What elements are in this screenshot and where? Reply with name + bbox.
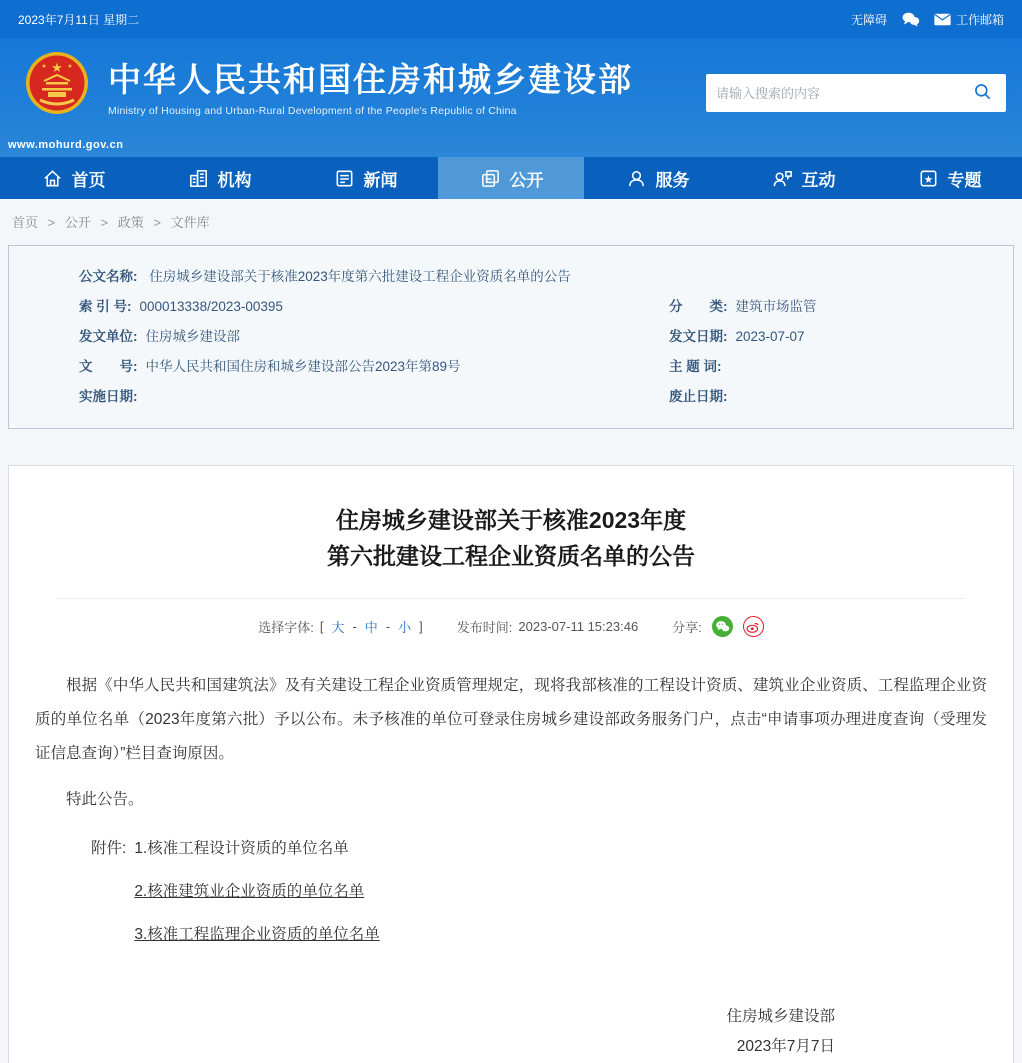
nav-item-home[interactable]: 首页 — [0, 157, 146, 199]
search-button[interactable] — [970, 80, 996, 106]
publish-time: 2023-07-11 15:23:46 — [518, 619, 639, 634]
disclosure-icon — [479, 167, 502, 190]
building-icon — [187, 167, 210, 190]
nav-item-disclosure[interactable]: 公开 — [438, 157, 584, 199]
font-selector-label: 选择字体: — [258, 620, 314, 635]
meta-category: 分 类: 建筑市场监管 — [669, 299, 817, 314]
breadcrumb-home[interactable]: 首页 — [12, 215, 39, 230]
svg-text:★: ★ — [67, 64, 73, 70]
attachments-label: 附件: — [91, 840, 127, 857]
breadcrumb-library[interactable]: 文件库 — [170, 215, 210, 230]
meta-implementation-date: 实施日期: — [79, 389, 138, 404]
font-size-medium[interactable]: 中 — [364, 620, 378, 635]
nav-item-orgs[interactable]: 机构 — [146, 157, 292, 199]
signature-date: 2023年7月7日 — [736, 1038, 835, 1055]
meta-abolition-date: 废止日期: — [669, 389, 728, 404]
search-box — [706, 74, 1006, 112]
work-mailbox-link[interactable]: 工作邮箱 — [934, 11, 1004, 28]
site-url: www.mohurd.gov.cn — [8, 139, 124, 151]
meta-doc-name: 公文名称: 住房城乡建设部关于核准2023年度第六批建设工程企业资质名单的公告 — [79, 269, 571, 284]
attachment-link-2[interactable]: 2.核准建筑业企业资质的单位名单 — [134, 883, 365, 900]
site-header — [0, 38, 1022, 157]
breadcrumb-disclosure[interactable]: 公开 — [64, 215, 91, 230]
breadcrumb: 首页 > 公开 > 政策 > 文件库 — [12, 215, 210, 230]
article-body — [35, 669, 987, 817]
article-card — [8, 465, 1014, 1063]
top-bar — [0, 0, 1022, 38]
share-label: 分享: — [672, 620, 702, 635]
news-icon — [333, 167, 356, 190]
svg-text:★: ★ — [41, 64, 47, 70]
attachments-section — [91, 827, 987, 956]
wechat-share-icon[interactable] — [712, 616, 733, 637]
font-size-large[interactable]: 大 — [331, 620, 345, 635]
envelope-icon — [934, 13, 951, 26]
article-meta-bar: 选择字体: [ 大 - 中 - 小 ] 发布时间: 2023-07-11 15:23:46 分享: — [57, 598, 965, 637]
body-paragraph-1: 根据《中华人民共和国建筑法》及有关建设工程企业资质管理规定，现将我部核准的工程设计资质、建筑业企业资质、工程监理企业资质的单位名单（2023年度第六批）予以公布。未予核准的单位可登录住房城乡建设部政务服务门户，点击“申请事项办理进度查询（受理发证信息查询）”栏目查询原因。 — [35, 677, 987, 762]
accessibility-link[interactable]: 无障碍 — [850, 12, 887, 27]
search-icon — [973, 82, 993, 105]
nav-item-topics[interactable]: ★ 专题 — [876, 157, 1022, 199]
weibo-share-icon[interactable] — [743, 616, 764, 637]
body-paragraph-2: 特此公告。 — [66, 791, 144, 808]
current-date: 2023年7月11日 星期二 — [18, 12, 140, 27]
svg-text:★: ★ — [51, 60, 63, 75]
meta-doc-number: 文 号: 中华人民共和国住房和城乡建设部公告2023年第89号 — [79, 359, 461, 374]
message-bubbles-icon[interactable] — [901, 11, 920, 27]
meta-index-number: 索 引 号: 000013338/2023-00395 — [79, 299, 283, 314]
meta-issue-date: 发文日期: 2023-07-07 — [669, 329, 805, 344]
document-meta-card — [8, 245, 1014, 429]
meta-issuing-unit: 发文单位: 住房城乡建设部 — [79, 329, 240, 344]
attachment-link-1[interactable]: 1.核准工程设计资质的单位名单 — [134, 840, 349, 857]
svg-text:★: ★ — [923, 173, 933, 186]
article-title: 住房城乡建设部关于核准2023年度 第六批建设工程企业资质名单的公告 — [327, 507, 695, 569]
site-subtitle: Ministry of Housing and Urban-Rural Development of the People's Republic of China — [108, 105, 517, 117]
national-emblem-logo — [24, 50, 90, 121]
signature-name: 住房城乡建设部 — [726, 1008, 835, 1025]
interaction-icon — [771, 167, 794, 190]
font-size-small[interactable]: 小 — [398, 620, 412, 635]
site-title: 中华人民共和国住房和城乡建设部 — [108, 61, 633, 98]
breadcrumb-policy[interactable]: 政策 — [117, 215, 144, 230]
topic-icon — [917, 167, 940, 190]
publish-time-label: 发布时间: — [456, 620, 513, 635]
meta-subject-words: 主 题 词: — [669, 359, 722, 374]
nav-item-news[interactable]: 新闻 — [292, 157, 438, 199]
signature-block — [9, 1002, 1013, 1062]
nav-item-services[interactable]: 服务 — [584, 157, 730, 199]
service-icon — [625, 167, 648, 190]
attachment-link-3[interactable]: 3.核准工程监理企业资质的单位名单 — [134, 926, 380, 943]
home-icon — [41, 167, 64, 190]
main-nav — [0, 157, 1022, 199]
nav-item-interaction[interactable]: 互动 — [730, 157, 876, 199]
search-input[interactable] — [716, 86, 970, 101]
